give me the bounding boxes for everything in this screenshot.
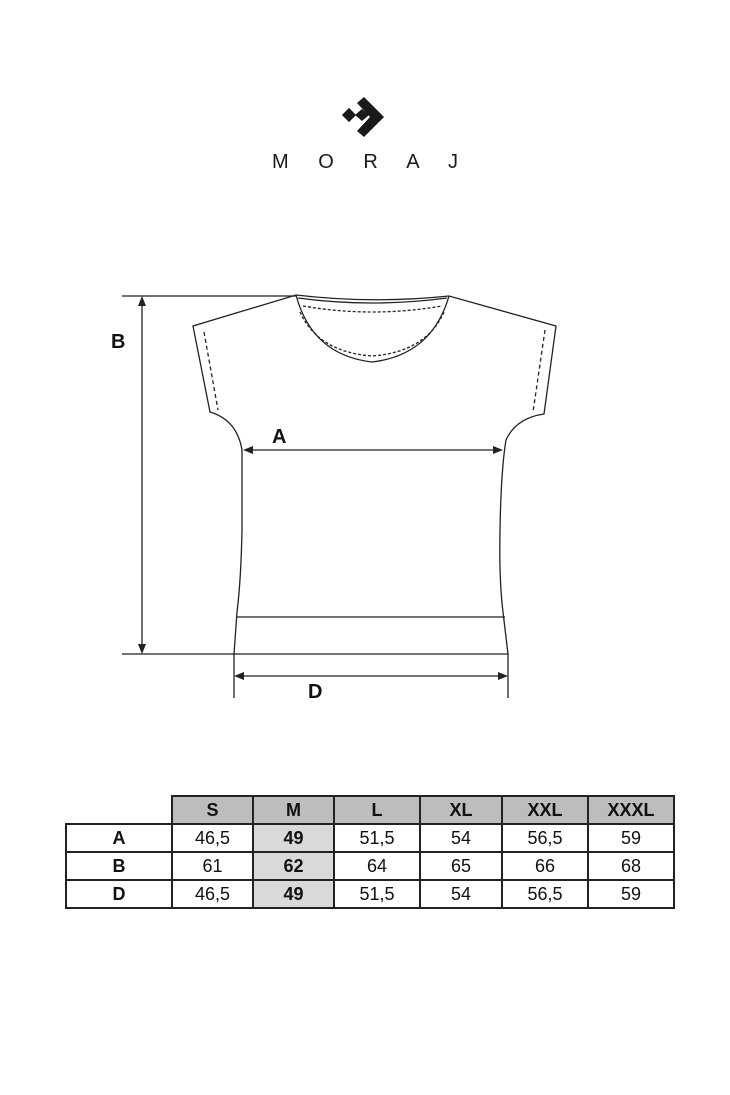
size-header-xxxl: XXXL [588,796,674,824]
size-header-xl: XL [420,796,502,824]
row-label-d: D [66,880,172,908]
collar-inner [303,306,442,312]
table-cell: 65 [420,852,502,880]
table-cell: 68 [588,852,674,880]
table-row [66,880,674,908]
size-header-xxl: XXL [502,796,588,824]
b-arrow-top [138,296,146,306]
table-cell: 59 [588,824,674,852]
collar-stitch [300,312,444,356]
row-label-b: B [66,852,172,880]
collar-outer [296,295,449,362]
table-cell-highlight: 62 [253,852,334,880]
table-row [66,852,674,880]
table-cell: 54 [420,880,502,908]
table-cell: 51,5 [334,880,420,908]
table-cell: 66 [502,852,588,880]
table-cell-highlight: 49 [253,880,334,908]
size-header-l: L [334,796,420,824]
d-arrow-right [498,672,508,680]
table-cell: 61 [172,852,253,880]
left-sleeve-stitch [204,332,218,410]
table-cell: 56,5 [502,880,588,908]
table-cell: 54 [420,824,502,852]
size-header-row [66,796,674,824]
b-arrow-bottom [138,644,146,654]
label-d: D [308,681,323,703]
table-cell: 46,5 [172,880,253,908]
table-corner [66,796,172,824]
label-b: B [111,331,126,353]
a-arrow-right [493,446,503,454]
table-row [66,824,674,852]
row-label-a: A [66,824,172,852]
brand-name: M O R A J [271,151,471,173]
table-cell: 59 [588,880,674,908]
label-a: A [272,426,287,448]
table-cell: 46,5 [172,824,253,852]
table-cell: 64 [334,852,420,880]
d-arrow-left [234,672,244,680]
size-header-s: S [172,796,253,824]
size-table [65,795,675,909]
table-cell: 51,5 [334,824,420,852]
a-arrow-left [243,446,253,454]
tshirt-outline [193,295,556,654]
right-sleeve-stitch [533,330,545,412]
table-cell: 56,5 [502,824,588,852]
size-header-m: M [253,796,334,824]
table-cell-highlight: 49 [253,824,334,852]
